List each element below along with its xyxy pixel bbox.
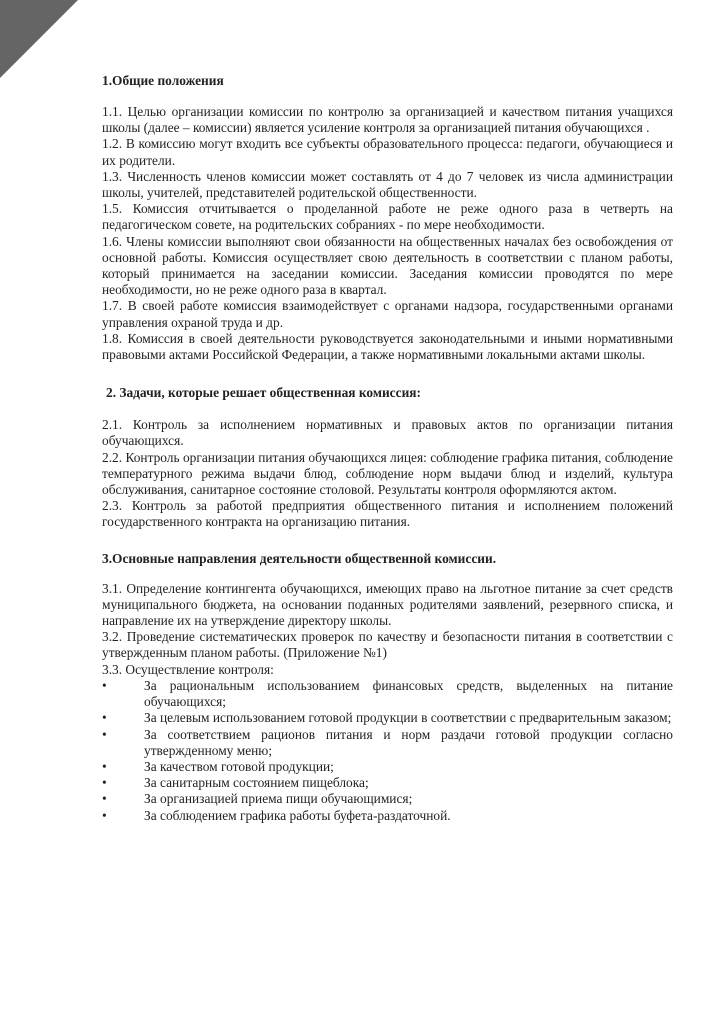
- paragraph-1-3: 1.3. Численность членов комиссии может составлять от 4 до 7 человек из числа администрации школы, учителей, представителей родительской общественности.: [102, 168, 673, 201]
- bullet-marker: •: [102, 807, 107, 823]
- section-3-heading: 3.Основные направления деятельности общественной комиссии.: [102, 550, 497, 566]
- paragraph-2-1: 2.1. Контроль за исполнением нормативных и правовых актов по организации питания обучающихся.: [102, 417, 673, 449]
- list-item-text: За рациональным использованием финансовых средств, выделенных на питание обучающихся;: [144, 677, 673, 710]
- list-item: [102, 710, 673, 726]
- paragraph-1-6: 1.6. Члены комиссии выполняют свои обязанности на общественных началах без освобождения от основной работы. Комиссия осуществляет свою деятельность в соответствии с планом работы, который принимается на заседании комиссии. Заседания комиссии проводятся по мере необходимости, но не реже одного раза в квартал.: [102, 233, 673, 298]
- section-1-heading: 1.Общие положения: [102, 73, 224, 88]
- bullet-marker: •: [102, 677, 107, 693]
- bullet-marker: •: [102, 775, 107, 791]
- bullet-marker: •: [102, 791, 107, 807]
- paragraph-2-3: 2.3. Контроль за работой предприятия общественного питания и исполнением положений государственного контракта на организацию питания.: [102, 498, 673, 530]
- paragraph-2-2: 2.2. Контроль организации питания обучающихся лицея: соблюдение графика питания, соблюдение температурного режима выдачи блюд, соблюдение норм выдачи блюд и изделий, культура обслуживания, санитарное состояние столовой. Результаты контроля оформляются актом.: [102, 449, 673, 498]
- list-item-text: За целевым использованием готовой продукции в соответствии с предварительным заказом;: [144, 710, 672, 726]
- document-page: [102, 60, 673, 824]
- list-item: [102, 791, 673, 807]
- paragraph-1-7: 1.7. В своей работе комиссия взаимодействует с органами надзора, государственными органами управления охраной труда и др.: [102, 298, 673, 330]
- paragraph-1-8: 1.8. Комиссия в своей деятельности руководствуется законодательными и иными нормативными правовыми актами Российской Федерации, а также нормативными локальными актами школы.: [102, 330, 673, 363]
- bullet-marker: •: [102, 726, 107, 742]
- section-2-heading: 2. Задачи, которые решает общественная комиссия:: [106, 385, 421, 401]
- paragraph-3-3: 3.3. Осуществление контроля:: [102, 661, 274, 677]
- list-item: [102, 775, 673, 791]
- list-item: [102, 808, 673, 824]
- list-item: [102, 727, 673, 759]
- paragraph-3-2: 3.2. Проведение систематических проверок по качеству и безопасности питания в соответствии с утвержденным планом работы. (Приложение №1): [102, 629, 673, 661]
- paragraph-1-1: 1.1. Целью организации комиссии по контролю за организацией и качеством питания учащихся школы (далее – комиссии) является усиление контроля за организацией питания обучающихся .: [102, 104, 673, 136]
- list-item-text: За качеством готовой продукции;: [144, 758, 334, 774]
- list-item-text: За соблюдением графика работы буфета-раздаточной.: [144, 807, 451, 823]
- bullet-marker: •: [102, 758, 107, 774]
- list-item: [102, 678, 673, 710]
- paragraph-1-5: 1.5. Комиссия отчитывается о проделанной работе не реже одного раза в четверть на педагогическом совете, на родительских собраниях - по мере необходимости.: [102, 201, 673, 233]
- page-corner-fold: [0, 0, 78, 78]
- paragraph-1-2: 1.2. В комиссию могут входить все субъекты образовательного процесса: педагоги, обучающиеся и их родители.: [102, 136, 673, 168]
- list-item-text: За санитарным состоянием пищеблока;: [144, 775, 369, 791]
- list-item: [102, 759, 673, 775]
- bullet-marker: •: [102, 710, 107, 726]
- list-item-text: За организацией приема пищи обучающимися;: [144, 791, 413, 807]
- list-item-text: За соответствием рационов питания и норм раздачи готовой продукции согласно утвержденному меню;: [144, 726, 673, 758]
- paragraph-3-1: 3.1. Определение контингента обучающихся, имеющих право на льготное питание за счет средств муниципального бюджета, на основании поданных родителями заявлений, резервного списка, и направление их на утверждение директору школы.: [102, 580, 673, 629]
- control-list: [102, 678, 673, 824]
